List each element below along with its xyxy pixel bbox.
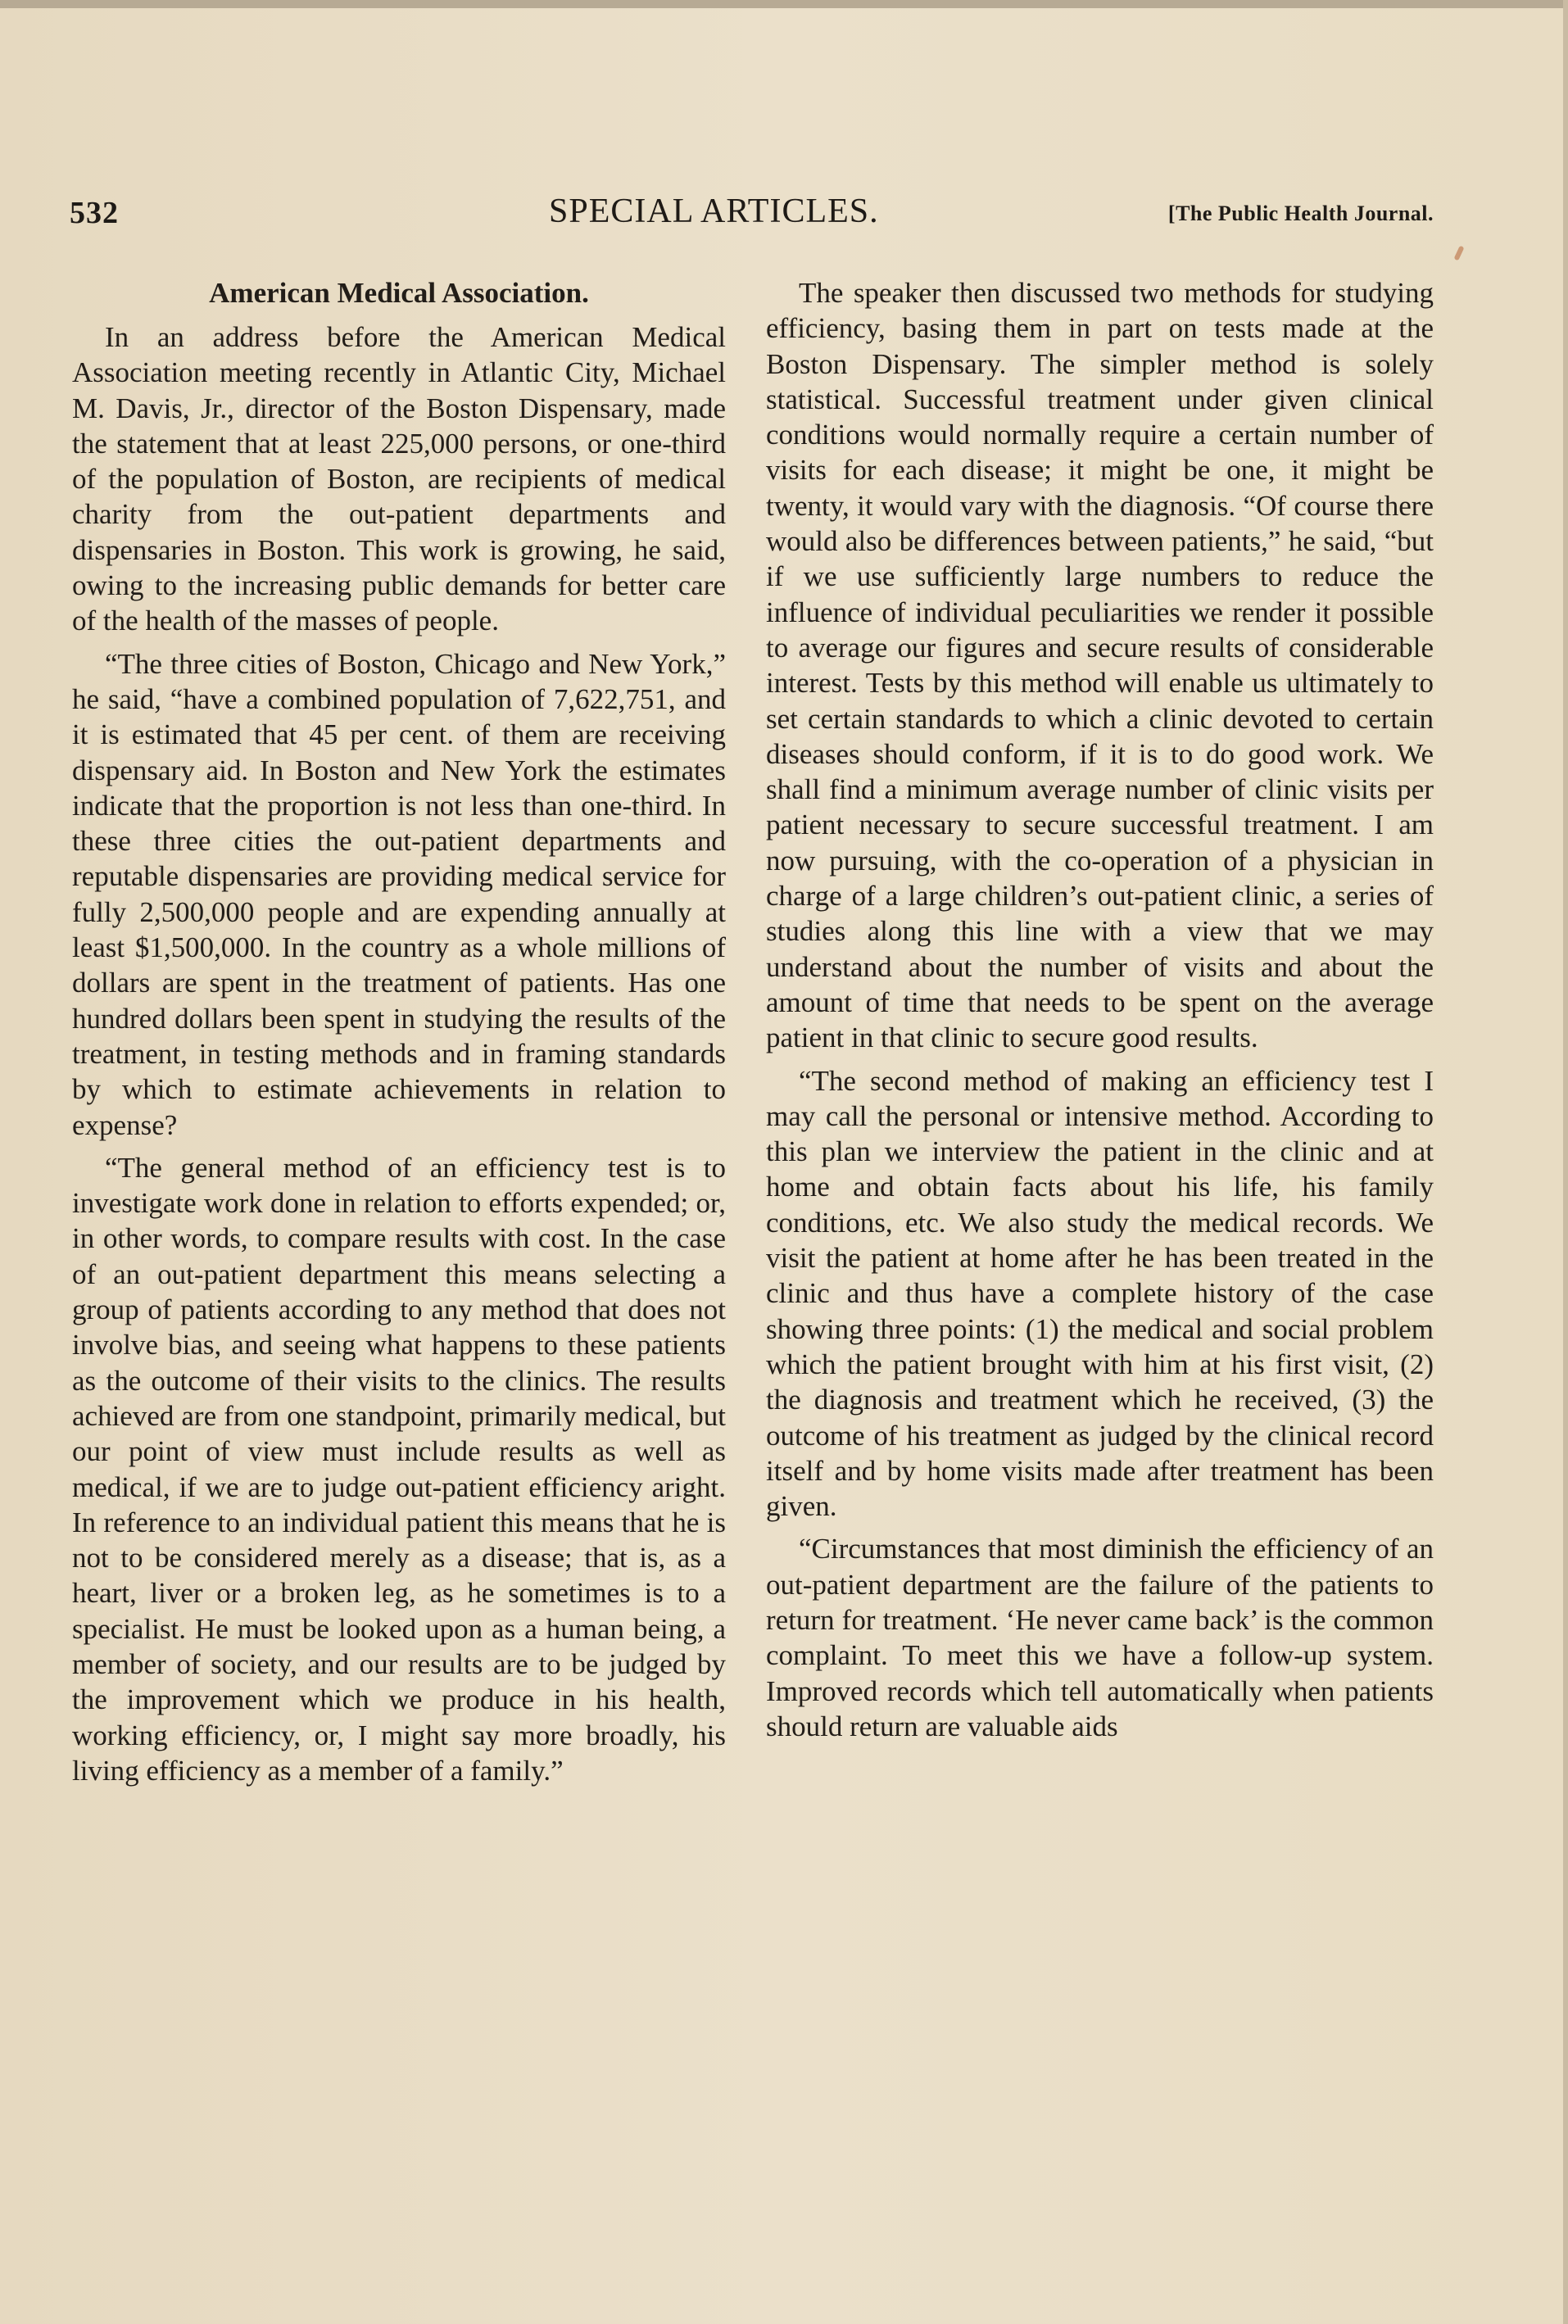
running-title: SPECIAL ARTICLES. <box>549 193 879 230</box>
running-header <box>70 190 1434 239</box>
left-column <box>72 275 726 1796</box>
paragraph: In an address before the American Medical Association meeting recently in Atlantic City, Michael M. Davis, Jr., director of the Boston Dispensary, made the statement that at least 225,000 persons, or one-third of the population of Boston, are recipients of medical charity from the out-patient departments and dispensaries in Boston. This work is growing, he said, owing to the increasing public demands for better care of the health of the masses of people. <box>72 321 726 637</box>
journal-reference: [The Public Health Journal. <box>1167 202 1434 225</box>
page-number: 532 <box>70 196 119 230</box>
paragraph: The speaker then discussed two methods for studying efficiency, basing them in part on tests made at the Boston Dispensary. The simpler method is solely statistical. Successful treatment under given clinical conditions would normally require a certain number of visits for each disease; it might be one, it might be twenty, it would vary with the diagnosis. “Of course there would also be differences between patients,” he said, “but if we use sufficiently large numbers to reduce the influence of individual peculiarities we render it possible to average our figures and secure results of considerable interest. Tests by this method will enable us ultimately to set certain standards to which a clinic devoted to certain diseases should conform, if it is to do good work. We shall find a minimum average number of clinic visits per patient necessary to secure successful treatment. I am now pursuing, with the co-operation of a physician in charge of a large children’s out-patient clinic, a series of studies along this line with a view that we may understand about the number of visits and about the amount of time that needs to be spent on the average patient in that clinic to secure good results. <box>766 277 1434 1054</box>
article-heading: American Medical Association. <box>209 277 589 309</box>
page-top-edge <box>0 0 1568 8</box>
page-right-edge <box>1563 0 1568 2324</box>
right-column <box>766 275 1434 1751</box>
paragraph: “Circumstances that most diminish the efficiency of an out-patient department are the failure of the patients to return for treatment. ‘He never came back’ is the common complaint. To meet this we have a follow-up system. Improved records which tell automatically when patients should return are valuable aids <box>766 1533 1434 1742</box>
paragraph: “The general method of an efficiency test is to investigate work done in relation to efforts expended; or, in other words, to compare results with cost. In the case of an out-patient department this means selecting a group of patients according to any method that does not involve bias, and seeing what happens to these patients as the outcome of their visits to the clinics. The results achieved are from one standpoint, primarily medical, but our point of view must include results as well as medical, if we are to judge out-patient efficiency aright. In reference to an individual patient this means that he is not to be considered merely as a disease; that is, as a heart, liver or a broken leg, as he sometimes is to a specialist. He must be looked upon as a human being, a member of society, and our results are to be judged by the improvement which we produce in his health, working efficiency, or, I might say more broadly, his living efficiency as a member of a family.” <box>72 1151 726 1787</box>
paragraph: “The three cities of Boston, Chicago and New York,” he said, “have a combined population of 7,622,751, and it is estimated that 45 per cent. of them are receiving dispensary aid. In Boston and New York the estimates indicate that the proportion is not less than one-third. In these three cities the out-patient departments and reputable dispensaries are providing medical service for fully 2,500,000 people and are expending annually at least $1,500,000. In the country as a whole millions of dollars are spent in the treatment of patients. Has one hundred dollars been spent in studying the results of the treatment, in testing methods and in framing standards by which to estimate achievements in relation to expense? <box>72 647 726 1141</box>
paragraph: “The second method of making an efficiency test I may call the personal or intensive method. According to this plan we interview the patient in the clinic and at home and obtain facts about his life, his family conditions, etc. We also study the medical records. We visit the patient at home after he has been treated in the clinic and thus have a complete history of the case showing three points: (1) the medical and social problem which the patient brought with him at his first visit, (2) the diagnosis and treatment which he received, (3) the outcome of his treatment as judged by the clinical record itself and by home visits made after treatment has been given. <box>766 1064 1434 1523</box>
pencil-mark <box>1453 246 1464 261</box>
